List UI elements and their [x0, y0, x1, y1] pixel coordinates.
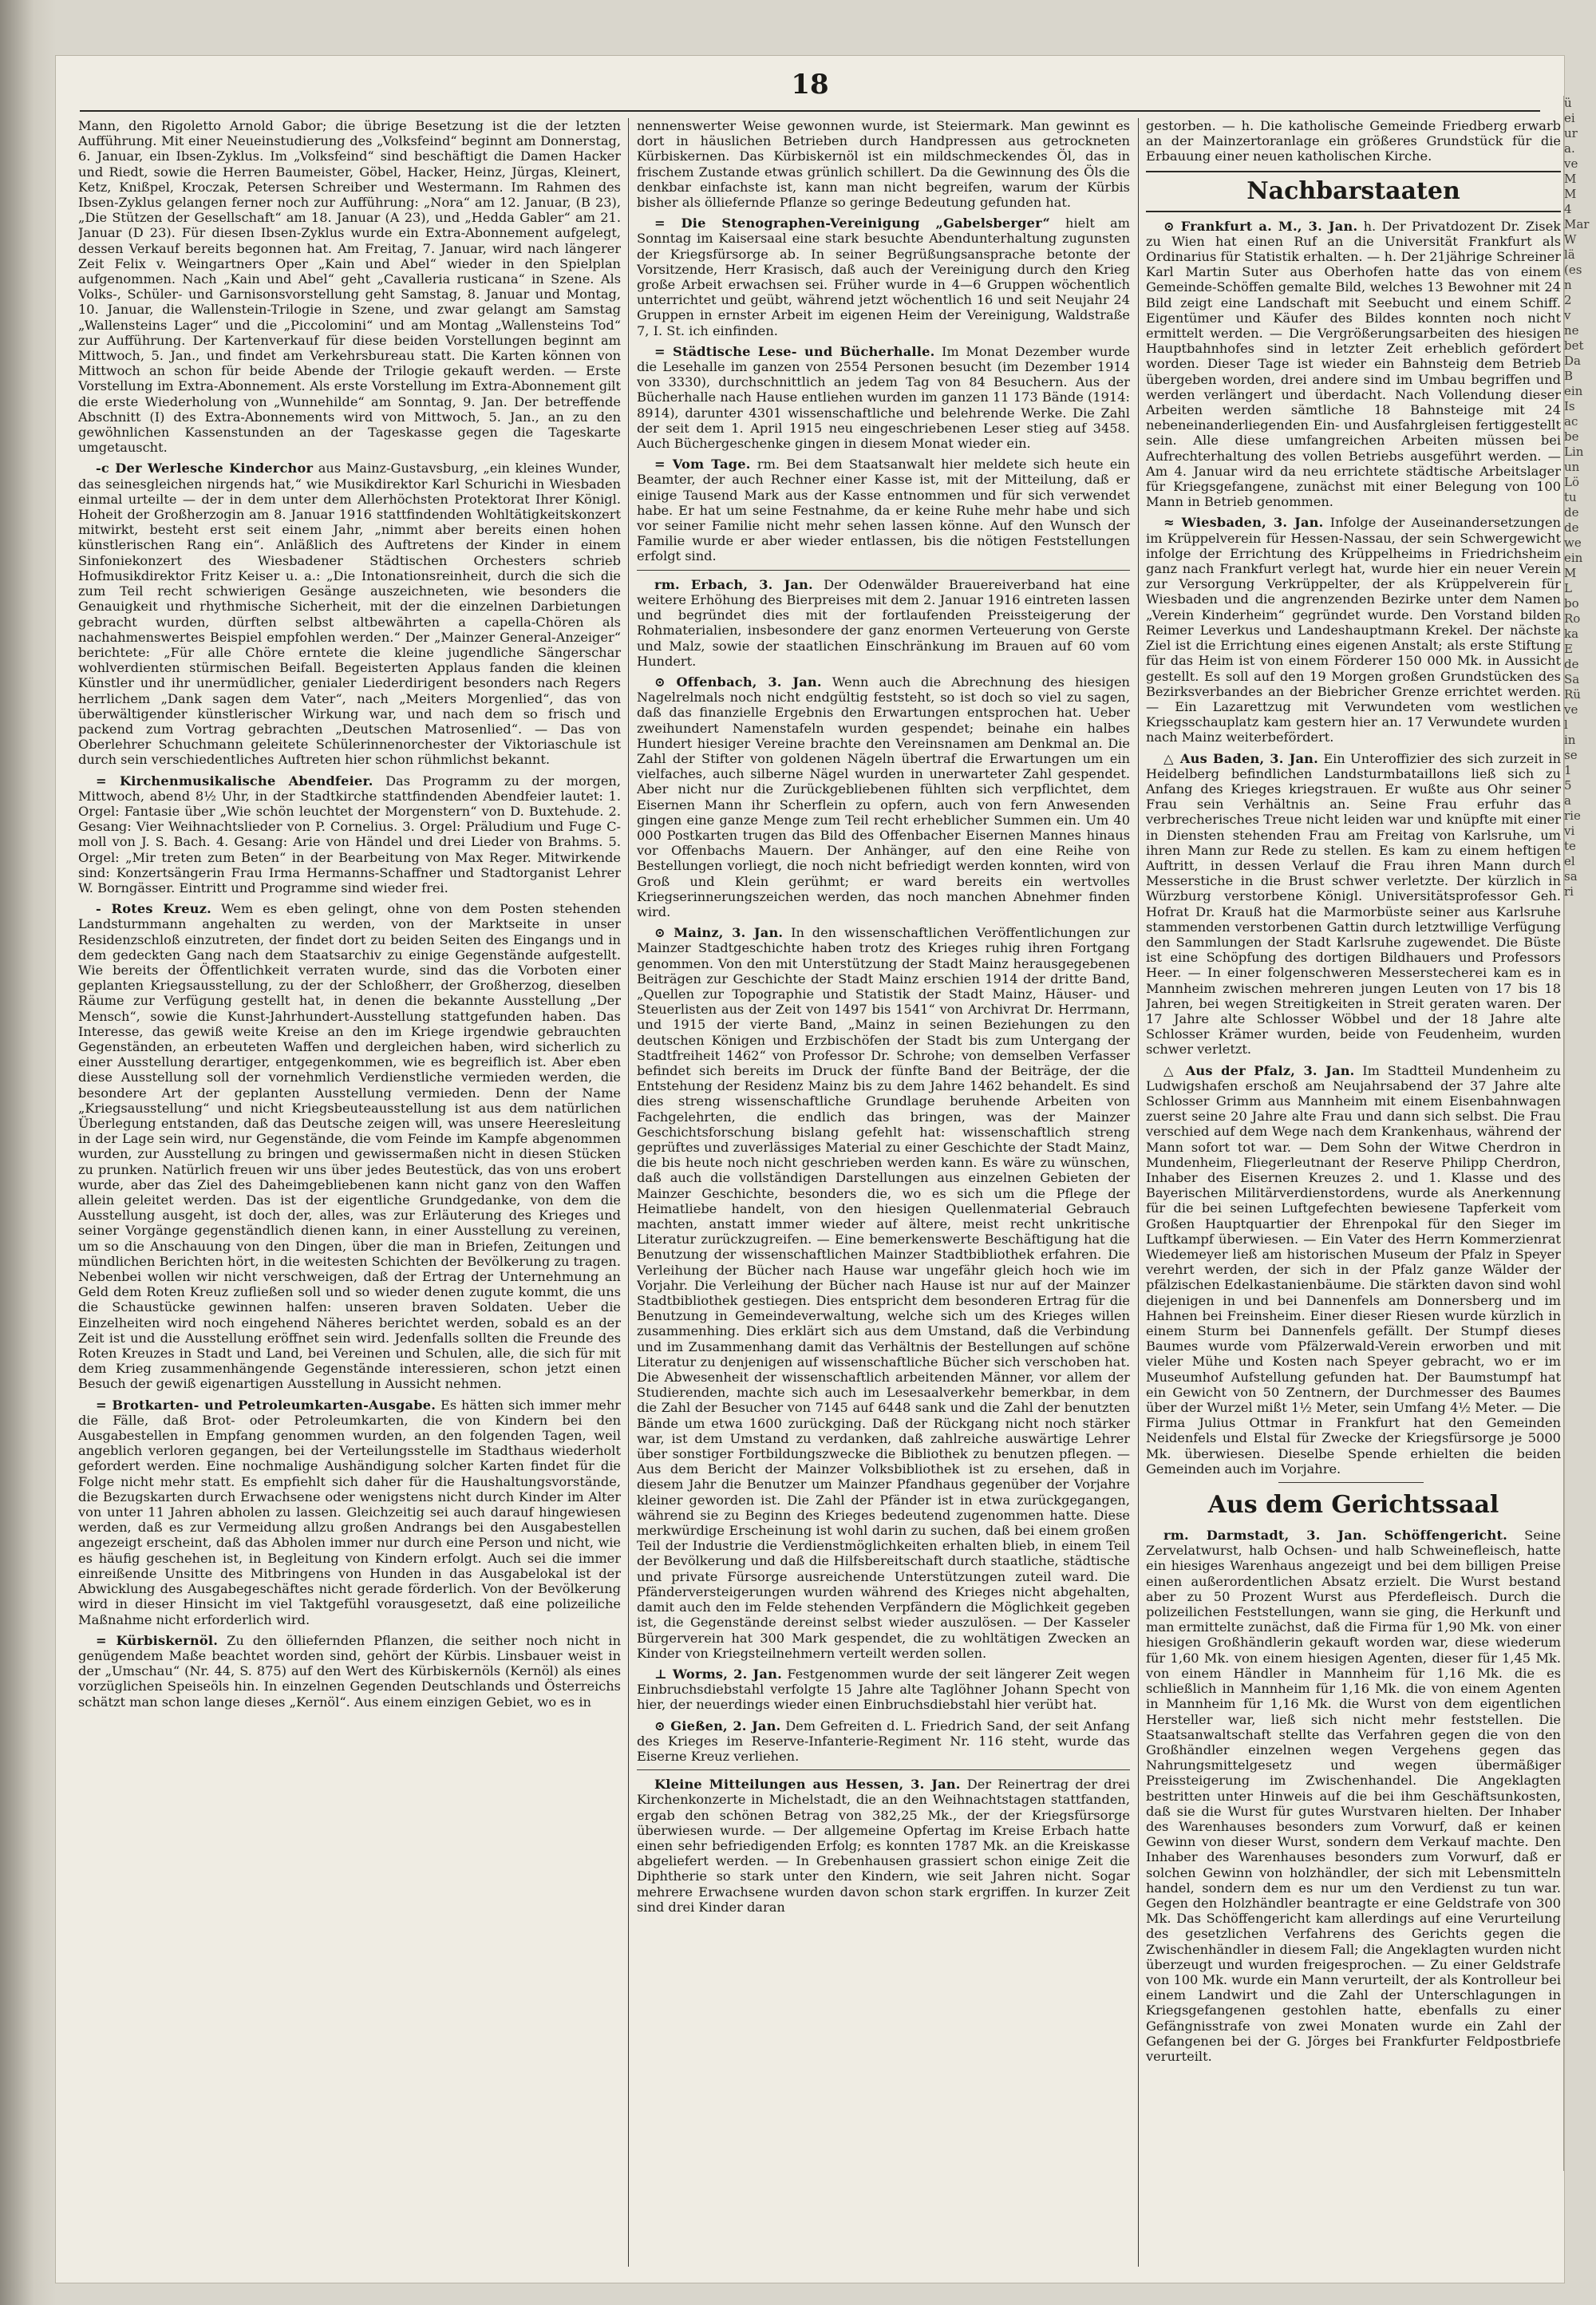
edge-fragment: (es	[1564, 263, 1582, 277]
edge-fragment: Rü	[1564, 687, 1581, 702]
edge-fragment: rie	[1564, 809, 1581, 823]
edge-fragment: ü	[1564, 96, 1572, 110]
edge-fragment: se	[1564, 748, 1578, 762]
edge-fragment: Is	[1564, 399, 1575, 413]
article-heading: ≈ Wiesbaden, 3. Jan.	[1163, 515, 1324, 531]
section-heading: Aus dem Gerichtssaal	[1207, 1491, 1499, 1520]
edge-fragment: E	[1564, 642, 1573, 656]
newspaper-page	[56, 56, 1564, 2283]
edge-fragment: ri	[1564, 884, 1574, 899]
article-text: Ein Unteroffizier des sich zurzeit in Heidelberg befindlichen Landsturmbataillons ließ sich zu Anfang des Krieges kriegstrauen. Er wußte aus Ohr seiner Frau sein Verhältnis an. Seine Frau erfuhr das verbrecherisches Treue nicht leiden war und knüpfte mit einer in Diensten stehenden Frau am Freitag von Karlsruhe, um ihren Mann zur Rede zu stellen. Es kam zu einem heftigen Auftritt, in dessen Verlauf die Frau ihren Mann durch Messerstiche in die Brust schwer verletzte. Der kürzlich in Würzburg verstorbene Königl. Universitätsprofessor Geh. Hofrat Dr. Krauß hat die Marmorbüste seiner aus Karlsruhe stammenden verstorbenen Gattin durch letztwillige Verfügung den Sammlungen der Stadt Karlsruhe zugewendet. Die Büste ist eine Schöpfung des dortigen Bildhauers und Professors Heer. — In einer folgenschweren Messerstecherei kam es in Mannheim zwischen mehreren jungen Leuten von 17 bis 18 Jahren, bei wegen Streitigkeiten in Streit geraten waren. Der 17 Jahre alte Schlosser Wöbbel und der 18 Jahre alte Schlosser Krämer wurden, beide von Feudenheim, wurden schwer verletzt.	[1146, 750, 1561, 1058]
edge-fragment: 4	[1564, 202, 1572, 216]
article-heading: - Rotes Kreuz.	[96, 901, 211, 917]
article-text: Im Monat Dezember wurde die Lesehalle im ganzen von 2554 Personen besucht (im Dezember 1914 von 3330), durchschnittlich an jedem Tag von 84 Besuchern. Aus der Bücherhalle nach Hause entliehen wurden im ganzen 11 173 Bände (1914: 8914), darunter 4301 wissenschaftliche und belehrende Werke. Die Zahl der seit dem 1. April 1915 neu eingeschriebenen Leser stieg auf 3458. Auch Büchergeschenke gingen in diesem Monat wieder ein.	[637, 343, 1130, 452]
edge-fragment: 1	[1564, 763, 1572, 777]
edge-fragment: de	[1564, 505, 1579, 520]
edge-fragment: ac	[1564, 414, 1578, 429]
article-paragraph	[78, 118, 621, 455]
article-paragraph	[637, 118, 1130, 210]
column-separator	[1138, 118, 1139, 2267]
article-paragraph	[1146, 515, 1561, 745]
page-number: 18	[791, 69, 829, 101]
article-paragraph	[78, 1398, 621, 1627]
edge-fragment: de	[1564, 657, 1579, 671]
edge-fragment: ve	[1564, 702, 1578, 717]
article-heading: rm. Erbach, 3. Jan.	[654, 576, 813, 592]
edge-fragment: ur	[1564, 126, 1578, 140]
article-heading: = Brotkarten- und Petroleumkarten-Ausgabe.	[96, 1397, 437, 1413]
scan-binding-shadow	[0, 0, 56, 2305]
edge-fragment: Mar	[1564, 217, 1590, 231]
article-text: Im Stadtteil Mundenheim zu Ludwigshafen erschoß am Neujahrsabend der 37 Jahre alte Schlosser Grimm aus Mannheim mit einem Eisenbahnwagen zuerst seine 20 Jahre alte Frau und dann sich selbst. Die Frau verschied auf dem Wege nach dem Krankenhaus, während der Mann sofort tot war. — Dem Sohn der Witwe Cherdron in Mundenheim, Fliegerleutnant der Reserve Philipp Cherdron, Inhaber des Eisernen Kreuzes 2. und 1. Klasse und des Bayerischen Militärverdienstordens, wurde als Anerkennung für die bei seinen Luftgefechten bewiesene Tapferkeit vom Großen Hauptquartier der Ehrenpokal für den Sieger im Luftkampf überwiesen. — Ein Vater des Herrn Kommerzienrat Wiedemeyer ließ am historischen Museum der Pfalz in Speyer verehrt werden, der sich in der Pfalz ganze Wälder der pfälzischen Edelkastanienbäume. Die stärkten davon sind wohl diejenigen in und bei Dannenfels am Donnersberg und im Hahnen bei Freinsheim. Einer dieser Riesen wurde kürzlich in einem Sturm bei Dannenfels gefällt. Der Stumpf dieses Baumes wurde vom Pfälzerwald-Verein erworben und mit vieler Mühe und Kosten nach Speyer gebracht, wo er im Museumhof Aufstellung gefunden hat. Der Baumstumpf hat ein Gewicht von 50 Zentnern, der Durchmesser des Baumes über der Wurzel mißt 1½ Meter, sein Umfang 4½ Meter. — Die Firma Julius Ottmar in Frankfurt hat den Gemeinden Neidenfels und Elstal für Zwecke der Kriegsfürsorge je 5000 Mk. überwiesen. Dieselbe Spende erhielten die beiden Gemeinden auch im Vorjahre.	[1146, 1062, 1561, 1477]
article-paragraph	[637, 1718, 1130, 1765]
article-heading: = Vom Tage.	[654, 457, 751, 472]
edge-fragment: ei	[1564, 111, 1575, 125]
article-text: rm. Bei dem Staatsanwalt hier meldete sich heute ein Beamter, der auch Rechner einer Kasse ist, mit der Mitteilung, daß er einige Tausend Mark aus der Kasse entnommen und für sich verwendet habe. Er hat um seine Festnahme, da er keine Ruhe mehr habe und sich vor seiner Familie nicht mehr sehen lassen könne. Auf den Wunsch der Familie wurde er aber wieder entlassen, bis die nötigen Feststellungen erfolgt sind.	[637, 457, 1130, 564]
article-paragraph	[1146, 1528, 1561, 2064]
edge-fragment: vi	[1564, 824, 1575, 838]
article-paragraph	[1146, 1063, 1561, 1477]
edge-fragment: te	[1564, 839, 1576, 853]
article-divider	[637, 570, 1130, 571]
article-paragraph	[637, 1666, 1130, 1713]
article-paragraph	[1146, 219, 1561, 510]
edge-fragment: ein	[1564, 384, 1583, 398]
article-text: aus Mainz-Gustavsburg, „ein kleines Wunder, das seinesgleichen nirgends hat,“ wie Musikdirektor Karl Schurichi in Wiesbaden einmal urteilte — der in dem unter dem Allerhöchsten Protektorat Ihrer Königl. Hoheit der Großherzogin am 8. Januar 1916 stattfindenden Wohltätigkeitskonzert mitwirkt, besteht erst seit einem Jahr, „nimmt aber bereits einen hohen künstlerischen Rang ein“. Anläßlich des Auftretens der Kinder in einem Sinfoniekonzert des Wiesbadener Städtischen Orchesters schrieb Hofmusikdirektor Fritz Keiser u. a.: „Die Intonationsreinheit, durch die sich die zum Teil recht schwierigen Gesänge auszeichneten, wie besonders die Genauigkeit und rhythmische Sicherheit, mit der die einzelnen Darbietungen gebracht wurden, dürften selbst altbewährten a capella-Chören als nachahmenswertes Beispiel empfohlen werden.“ Der „Mainzer General-Anzeiger“ berichtete: „Für alle Chöre erntete die kleine jugendliche Sängerschar wohlverdienten stürmischen Beifall. Begeisterten Applaus fanden die kleinen Künstler und ihr unermüdlicher, genialer Liederdirigent besonders nach Regers herrlichem „Dank sagen dem Vater“, nach „Meiters Morgenlied“, das von überwältigender künstlerischer Wirkung war, und nach dem so frisch und packend zum Vortrag gebrachten „Deutschen Matrosenlied“. — Das von Oberlehrer Schuchmann geleitete Schülerinnenorchester der Viktoriaschule ist durch sein verschiedentliches Auftreten hier schon rühmlichst bekannt.	[78, 461, 621, 768]
article-paragraph	[78, 901, 621, 1392]
section-heading: Nachbarstaaten	[1146, 171, 1561, 212]
article-heading: = Kirchenmusikalische Abendfeier.	[96, 773, 373, 789]
article-text: In den wissenschaftlichen Veröffentlichungen zur Mainzer Stadtgeschichte haben trotz des Krieges ruhig ihren Fortgang genommen. Von den mit Unterstützung der Stadt Mainz herausgegebenen Beiträgen zur Geschichte der Stadt Mainz erschien 1914 der dritte Band, „Quellen zur Topographie und Statistik der Stadt Mainz, Häuser- und Steuerlisten aus der Zeit von 1497 bis 1541“ von Archivrat Dr. Herrmann, und 1915 der vierte Band, „Mainz in seinen Beziehungen zu den deutschen Königen und Erzbischöfen der Stadt bis zum Untergang der Stadtfreiheit 1462“ von Professor Dr. Schrohe; von demselben Verfasser befindet sich bereits im Druck der fünfte Band der Beiträge, der die Entstehung der Residenz Mainz bis zu dem Jahre 1462 behandelt. Es sind dies streng wissenschaftliche Grundlage beruhende Arbeiten von Fachgelehrten, die endlich das bringen, was der Mainzer Geschichtsforschung bislang gefehlt hat: wissenschaftlich streng geprüftes und zuverlässiges Material zu einer Geschichte der Stadt Mainz, die bis heute noch nicht geschrieben werden kann. Es wäre zu wünschen, daß auch die vollständigen Darstellungen aus einzelnen Gebieten der Mainzer Geschichte, besonders die, wo es sich um die Pflege der Heimatliebe handelt, von den hiesigen Quellenmaterial Gebrauch machten, anstatt immer wieder auf ältere, meist recht unkritische Literatur zurückzugreifen. — Eine bemerkenswerte Beschäftigung hat die Benutzung der wissenschaftlichen Mainzer Stadtbibliothek erfahren. Die Verleihung der Bücher nach Hause war ungefähr gleich hoch wie im Vorjahr. Die Verleihung der Bücher nach Hause ist nur auf der Mainzer Stadtbibliothek gestiegen. Dies entspricht dem besonderen Ertrag für die Benutzung in Gemeindeverwaltung, welche sich um des Krieges willen zusammenhing. Dies erklärt sich aus dem Umstand, daß die Verbindung und im Zusammenhang damit das Verhältnis der Bestellungen auf schöne Literatur zu denjenigen auf wissenschaftliche Bücher sich verschoben hat. Die Abwesenheit der wissenschaftlich arbeitenden Männer, vor allem der Studierenden, machte sich auch im Lesesaalverkehr bemerkbar, in dem die Zahl der Besucher von 7145 auf 6448 sank und die Zahl der benutzten Bände um etwa 1600 zurückging. Daß der Rückgang nicht noch stärker war, ist dem Umstand zu verdanken, daß zahlreiche auswärtige Lehrer über sonstiger Fortbildungszwecke die Bibliothek zu benutzen pflegen. — Aus dem Bericht der Mainzer Volksbibliothek ist zu ersehen, daß in diesem Jahr die Benutzer um Mainzer Pfandhaus gegenüber der Vorjahre kleiner geworden ist. Die Zahl der Pfänder ist in etwa zurückgegangen, während sie zu Beginn des Krieges bedeutend zugenommen hatte. Diese merkwürdige Erscheinung ist wohl darin zu suchen, daß bei einem großen Teil der Industrie die Verdienstmöglichkeiten erhalten blieb, in einem Teil der Bevölkerung und daß die Hilfsbereitschaft durch staatliche, städtische und private Fürsorge ausreichende Unterstützungen zuteil ward. Die Pfänderversteigerungen wurden während des Krieges nicht abgehalten, damit auch den im Felde stehenden Verpfändern die Möglichkeit gegeben ist, die Gegenstände dereinst selbst wieder auszulösen. — Der Kasseler Bürgerverein hat 300 Mark gespendet, die zu wohltätigen Zwecken an Kinder von Kriegsteilnehmern verteilt werden sollen.	[637, 925, 1130, 1661]
article-text: Es hätten sich immer mehr die Fälle, daß Brot- oder Petroleumkarten, die von Kindern bei den Ausgabestellen in Empfang genommen wurden, an den folgenden Tagen, weil angeblich verloren gegangen, bei der Verteilungsstelle im Stadthaus wiederholt gefordert werden. Eine nochmalige Aushändigung solcher Karten findet für die Folge nicht mehr statt. Es empfiehlt sich daher für die Haushaltungsvorstände, die Bezugskarten durch Erwachsene oder wenigstens nicht durch Kinder im Alter von unter 11 Jahren abholen zu lassen. Gleichzeitig sei auch darauf hingewiesen werden, daß es zur Vermeidung allzu großen Andrangs bei den Ausgabestellen angezeigt erscheint, daß das Abholen immer nur durch eine Person und nicht, wie es häufig geschehen ist, in Begleitung von Kindern erfolgt. Auch sei die immer einreißende Unsitte des Mitbringens von Hunden in das Ausgabelokal ist der Abwicklung des Ausgabegeschäftes nicht gerade förderlich. Von der Bevölkerung wird in dieser Hinsicht im viel Taktgefühl vorausgesetzt, daß eine polizeiliche Maßnahme nicht erforderlich wird.	[78, 1397, 621, 1627]
article-heading: ⊙ Offenbach, 3. Jan.	[654, 674, 822, 690]
article-text: h. Der Privatdozent Dr. Zisek zu Wien hat einen Ruf an die Universität Frankfurt als Ordinarius für Statistik erhalten. — h. Der 21jährige Schreiner Karl Martin Suter aus Oberhofen hatte das von einem Gemeinde-Schöffen gemalte Bild, welches 13 Bewohner mit 24 Bild zeigt eine Landschaft mit Seebucht und einem Schiff. Eigentümer und Käufer des Bildes konnten noch nicht ermittelt werden. — Die Vergrößerungsarbeiten des hiesigen Hauptbahnhofes sind in letzter Zeit erheblich gefördert worden. Dieser Tage ist wieder ein Bahnsteig dem Betrieb übergeben worden, drei andere sind im Umbau begriffen und werden verlängert und überdacht. Nach Vollendung dieser Arbeiten werden sämtliche 18 Bahnsteige mit 24 nebeneinanderliegenden Ein- und Ausfahrgleisen fertiggestellt sein. Alle diese umfangreichen Arbeiten müssen bei Aufrechterhaltung des vollen Betriebs ausgeführt werden. — Am 4. Januar wird da neu errichtete städtische Arbeitslager für Kriegsgefangene, zunächst mit einer Belegung von 100 Mann in Betrieb genommen.	[1146, 218, 1561, 510]
edge-fragment: Da	[1564, 354, 1581, 368]
edge-fragment: Lö	[1564, 475, 1579, 489]
article-heading: = Kürbiskernöl.	[96, 1632, 219, 1648]
edge-fragment: ka	[1564, 627, 1579, 641]
edge-fragment: M	[1564, 187, 1577, 201]
article-text: Mann, den Rigoletto Arnold Gabor; die übrige Besetzung ist die der letzten Aufführung. Mit einer Neueinstudierung des „Volksfeind“ beginnt am Donnerstag, 6. Januar, ein Ibsen-Zyklus. Im „Volksfeind“ sind beschäftigt die Damen Hacker und Riedt, sowie die Herren Baumeister, Göbel, Hacker, Heinz, Jürgas, Kleinert, Ketz, Knißpel, Kroczak, Petersen Schreiber und Westermann. Im Rahmen des Ibsen-Zyklus gelangen ferner noch zur Aufführung: „Nora“ am 12. Januar, (B 23), „Die Stützen der Gesellschaft“ am 18. Januar (A 23), und „Hedda Gabler“ am 21. Januar (D 23). Für diesen Ibsen-Zyklus wurde ein Extra-Abonnement aufgelegt, dessen Verkauf bereits begonnen hat. Am Freitag, 7. Januar, wird nach längerer Zeit Felix v. Weingartners Oper „Kain und Abel“ wieder in den Spielplan aufgenommen. Nach „Kain und Abel“ geht „Cavalleria rusticana“ in Szene. Als Volks-, Schüler- und Garnisonsvorstellung geht Samstag, 8. Januar und Montag, 10. Januar, die Wallenstein-Trilogie in Szene, und zwar gelangt am Samstag „Wallensteins Lager“ und die „Piccolomini“ und am Montag „Wallensteins Tod“ zur Aufführung. Der Kartenverkauf für diese beiden Vorstellungen beginnt am Mittwoch, 5. Jan., und findet am Verkehrsbureau statt. Die Karten können von Mittwoch an schon für beide Abende der Trilogie gekauft werden. — Erste Vorstellung im Extra-Abonnement. Als erste Vorstellung im Extra-Abonnement gilt die erste Wiederholung von „Wunnehilde“ am Sonntag, 9. Jan. Der betreffende Abschnitt (I) des Extra-Abonnements wird von Mittwoch, 5. Jan., an zu den gewöhnlichen Kassenstunden an der Tageskasse gegen die Tageskarte umgetauscht.	[78, 118, 621, 456]
article-paragraph	[637, 577, 1130, 669]
article-paragraph	[637, 1777, 1130, 1915]
edge-fragment: a	[1564, 793, 1571, 808]
article-paragraph	[637, 215, 1130, 338]
edge-fragment: we	[1564, 536, 1582, 550]
article-heading: ⊙ Gießen, 2. Jan.	[654, 1718, 781, 1734]
adjacent-page-edge	[1563, 96, 1596, 2171]
article-paragraph	[637, 344, 1130, 451]
edge-fragment: l	[1564, 718, 1568, 732]
header-rule	[80, 110, 1540, 112]
article-text: Seine Zervelatwurst, halb Ochsen- und halb Schweinefleisch, hatte ein hiesiges Warenhaus angezeigt und bei dem billigen Preise einen außerordentlichen Absatz erzielt. Die Wurst bestand aber zu 50 Prozent Wurst aus Pferdefleisch. Durch die polizeilichen Feststellungen, wann sie ging, die Herkunft und man ermittelte zunächst, daß die Firma für 1,90 Mk. von einer hiesigen Großhändlerin gekauft worden war, diese wiederum für 1,60 Mk. von einem hiesigen Agenten, dieser für 1,45 Mk. von einem Händler in Mannheim für 1,16 Mk. die es schließlich in Mannheim für 1,16 Mk. die von einem Agenten in Mannheim für 1,16 Mk. die Wurst von dem eigentlichen Hersteller war, ließ sich nicht mehr feststellen. Die Staatsanwaltschaft stellte das Verfahren gegen die von den Großhändler einzelnen wegen Vergehens gegen das Nahrungsmittelgesetz und wegen übermäßiger Preissteigerung im Zwischenhandel. Die Angeklagten bestritten unter Hinweis auf die bei ihm Geschäftsunkosten, daß sie die Wurst für gutes Wurstvaren hielten. Der Inhaber des Warenhauses besonders zum Vorwurf, daß er keinen Gewinn von dieser Wurst, sondern dem Verkauf machte. Den Inhaber des Warenhauses besonders zum Vorwurf, daß er solchen Gewinn von holzhändler, der sich mit Lebensmitteln handel, sondern dem es nur um den Verdienst zu tun war. Gegen den Holzhändler beantragte er eine Geldstrafe von 300 Mk. Das Schöffengericht kam allerdings auf eine Verurteilung des gesetzlichen Verfahrens des Gerichts gegen die Zwischenhändler in diesem Fall; die Angeklagten wurden nicht überzeugt und wurden freigesprochen. — Zu einer Geldstrafe von 100 Mk. wurde ein Mann verurteilt, der als Kontrolleur bei einem Landwirt und die Zahl der Unterschlagungen in Kriegsgefangenen gestohlen hatte, ebenfalls zu einer Gefängnisstrafe von zwei Monaten wurde ein Zahl der Gefangenen bei der G. Jörges bei Frankfurter Feldpostbriefe verurteilt.	[1146, 1528, 1561, 2064]
article-text: hielt am Sonntag im Kaisersaal eine stark besuchte Abendunterhaltung zugunsten der Kriegsfürsorge ab. In seiner Begrüßungsansprache betonte der Vorsitzende, Herr Krasisch, daß auch der Vereinigung durch den Krieg große Arbeit erwachsen sei. Früher wurde in 4—6 Gruppen wöchentlich unterrichtet und geübt, während jetzt wöchentlich 16 und seit Neujahr 24 Gruppen in ernster Arbeit im eigenen Heim der Vereinigung, Waldstraße 7, I. St. ich einfinden.	[637, 215, 1130, 338]
edge-fragment: in	[1564, 733, 1576, 747]
article-text: Das Programm zu der morgen, Mittwoch, abend 8½ Uhr, in der Stadtkirche stattfindenden Abendfeier lautet: 1. Orgel: Fantasie über „Wie schön leuchtet der Morgenstern“ von D. Buxtehude. 2. Gesang: Vier Weihnachtslieder von P. Cornelius. 3. Orgel: Präludium und Fuge C-moll von J. S. Bach. 4. Gesang: Arie von Händel und drei Lieder von Brahms. 5. Orgel: „Mir treten zum Beten“ in der Bearbeitung von Max Reger. Mitwirkende sind: Konzertsängerin Frau Irma Hermanns-Schaffner und Stadtorganist Lehrer W. Borngässer. Eintritt und Programme sind wieder frei.	[78, 773, 621, 896]
edge-fragment: W	[1564, 232, 1577, 247]
edge-fragment: de	[1564, 520, 1579, 535]
article-heading: ⊥ Worms, 2. Jan.	[654, 1666, 782, 1682]
edge-fragment: bo	[1564, 596, 1579, 611]
edge-fragment: sa	[1564, 869, 1578, 884]
edge-fragment: be	[1564, 429, 1579, 444]
article-paragraph	[1146, 118, 1561, 164]
article-text: Zu den ölliefernden Pflanzen, die seither noch nicht in genügendem Maße beachtet worden sind, gehört der Kürbis. Linsbauer weist in der „Umschau“ (Nr. 44, S. 875) auf den Wert des Kürbiskernöls (Kernöl) als eines vorzüglichen Speiseöls hin. In einzelnen Gegenden Deutschlands und Österreichs schätzt man schon lange dieses „Kernöl“. Aus einem einzigen Gebiet, wo es in	[78, 1632, 621, 1710]
article-divider	[1278, 1482, 1424, 1483]
article-paragraph	[637, 674, 1130, 919]
article-text: Der Odenwälder Brauereiverband hat eine weitere Erhöhung des Bierpreises mit dem 2. Januar 1916 eintreten lassen und begründet dies mit der fortlaufenden Preissteigerung der Rohmaterialien, insbesondere der ganz enormen Verteuerung von Gerste und Malz, sowie der staatlichen Einschränkung im Brauen auf 60 vom Hundert.	[637, 576, 1130, 669]
edge-fragment: Lin	[1564, 445, 1584, 459]
article-paragraph	[637, 925, 1130, 1661]
edge-fragment: bet	[1564, 338, 1584, 353]
article-paragraph	[1146, 751, 1561, 1058]
edge-fragment: n	[1564, 278, 1572, 292]
edge-fragment: B	[1564, 369, 1574, 383]
edge-fragment: 2	[1564, 293, 1572, 307]
article-text: Wenn auch die Abrechnung des hiesigen Nagelrelmals noch nicht endgültig feststeht, so ist doch so viel zu sagen, daß das finanzielle Ergebnis den Erwartungen entsprochen hat. Ueber zweihundert Namenstafeln wurden gespendet; beinahe ein halbes Hundert hiesiger Vereine brachte den Vereinsnamen am Denkmal an. Die Zahl der Stifter von goldenen Nägeln übertraf die Erwartungen um ein vielfaches, auch silberne Nägel wurden in unerwarteter Zahl gespendet. Aber nicht nur die Zurückgebliebenen fühlten sich verpflichtet, dem Eisernen Mann ihr Scherflein zu opfern, auch von fern Anwesenden gingen eine ganze Menge zum Teil recht erheblicher Summen ein. Um 40 000 Postkarten trugen das Bild des Offenbacher Eisernen Mannes hinaus vor Offenbachs Mauern. Der Anhänger, auf den eine Reihe von Bestellungen vorliegt, die noch nicht befriedigt werden konnten, wird von Groß und Klein gerühmt; er ward bereits ein wertvolles Kriegserinnerungszeichen werden, das noch manchen Abnehmer finden wird.	[637, 674, 1130, 919]
column-separator	[628, 118, 629, 2267]
edge-fragment: M	[1564, 566, 1577, 580]
column-middle	[637, 118, 1130, 2267]
article-paragraph	[637, 457, 1130, 563]
article-text: gestorben. — h. Die katholische Gemeinde Friedberg erwarb an der Mainzertoranlage ein größeres Grundstück für die Erbauung einer neuen katholischen Kirche.	[1146, 118, 1561, 164]
article-text: Festgenommen wurde der seit längerer Zeit wegen Einbruchsdiebstahl verfolgte 15 Jahre alte Taglöhner Johann Specht von hier, der neuerdings wieder einen Einbruchsdiebstahl hier verübt hat.	[637, 1666, 1130, 1713]
article-text: Dem Gefreiten d. L. Friedrich Sand, der seit Anfang des Krieges im Reserve-Infanterie-Regiment Nr. 116 steht, wurde das Eiserne Kreuz verliehen.	[637, 1718, 1130, 1764]
article-heading: △ Aus Baden, 3. Jan.	[1163, 750, 1318, 766]
column-right	[1146, 118, 1561, 2267]
article-text: Der Reinertrag der drei Kirchenkonzerte in Michelstadt, die an den Weihnachtstagen stattfanden, ergab den schönen Betrag von 382,25 Mk., der der Kriegsfürsorge überwiesen wurde. — Der allgemeine Opfertag im Kreise Erbach hatte einen sehr befriedigenden Erfolg; es konnten 1787 Mk. an die Kreiskasse abgeliefert werden. — In Grebenhausen grassiert schon einige Zeit die Diphtherie so stark unter den Kindern, wie seit Jahren nicht. Sogar mehrere Erwachsene wurden davon schon stark ergriffen. In kurzer Zeit sind drei Kinder daran	[637, 1777, 1130, 1915]
edge-fragment: el	[1564, 854, 1575, 868]
article-paragraph	[78, 1633, 621, 1710]
edge-fragment: Ro	[1564, 611, 1581, 626]
edge-fragment: un	[1564, 460, 1580, 474]
edge-fragment: ein	[1564, 551, 1583, 565]
column-left	[78, 118, 621, 2267]
article-text: Wem es eben gelingt, ohne von dem Posten stehenden Landsturmmann angehalten zu werden, von der Marktseite in unser Residenzschloß einzutreten, der findet dort zu beiden Seiten des Eingangs und in dem gedeckten Gang nach dem Staatsarchiv zu einige Gegenstände aufgestellt. Wie bereits der Öffentlichkeit verraten wurde, sind das die Vorboten einer geplanten Kriegsausstellung, zu der der Schloßherr, der Großherzog, dieselben Räume zur Verfügung gestellt hat, in denen die bekannte Ausstellung „Der Mensch“, sowie die Kunst-Jahrhundert-Ausstellung stattgefunden haben. Das Interesse, das gewiß weite Kreise an den im Kriege irgendwie gebrauchten Gegenständen, an erbeuteten Waffen und dergleichen haben, wird sicherlich zu einer Ausstellung derartiger, entgegenkommen, wie es begreiflich ist. Aber eben diese Ausstellung soll der vornehmlich Verdienstliche vermieden werden, die besondere Art der geplanten Ausstellung vermieden. Denn der Name „Kriegsausstellung“ und nicht Kriegsbeuteausstellung ist aus dem natürlichen Überlegung entstanden, daß das Deutsche zeigen will, was unsere Heeresleitung in der Lage sein wird, nur Gegenstände, die vom Feinde im Kampfe abgenommen wurden, zur Ausstellung zu bringen und gewissermaßen nicht in diesen Stücken zu prunken. Natürlich freuen wir uns über jedes Beutestück, das von uns erobert wurde, aber das Ziel des Daheimgebliebenen kann nicht ganz von den Waffen allein geleitet werden. Das ist der eigentliche Grundgedanke, von dem die Ausstellung ausgeht, ist doch der, alles, was zur Erläuterung des Krieges und seiner Vorgänge gegenständlich dienen kann, in einer Ausstellung zu vereinen, um so die Anschauung von den Dingen, über die man in Briefen, Zeitungen und mündlichen Berichten hört, in die weitesten Schichten der Bevölkerung zu tragen. Nebenbei wollen wir nicht verschweigen, daß der Ertrag der Unternehmung an Geld dem Roten Kreuz zufließen soll und so wieder denen zugute kommt, die uns die Schaustücke gewinnen halfen: unseren braven Soldaten. Ueber die Einzelheiten wird noch eingehend Näheres berichtet werden, sobald es an der Zeit ist und die Ausstellung eröffnet sein wird. Jedenfalls sollten die Freunde des Roten Kreuzes in Stadt und Land, bei Vereinen und Schulen, alle, die sich für mit dem Krieg zusammenhängende Gegenstände interessieren, schon jetzt einen Besuch der gewiß eigenartigen Ausstellung in Aussicht nehmen.	[78, 901, 621, 1392]
edge-fragment: Sa	[1564, 672, 1580, 686]
article-heading: = Die Stenographen-Vereinigung „Gabelsberger“	[654, 215, 1050, 231]
article-paragraph	[78, 773, 621, 896]
edge-fragment: ne	[1564, 323, 1579, 338]
edge-fragment: L	[1564, 581, 1572, 595]
article-divider	[637, 1769, 1130, 1770]
article-heading: = Städtische Lese- und Bücherhalle.	[654, 343, 935, 359]
edge-fragment: lä	[1564, 247, 1575, 262]
edge-fragment: ve	[1564, 156, 1578, 171]
article-text: Infolge der Auseinandersetzungen im Krüppelverein für Hessen-Nassau, der sein Schwergewicht infolge der Errichtung des Krüppelheims in Friedrichsheim ganz nach Frankfurt verlegt hat, wurde hier ein neuer Verein zur Versorgung Verkrüppelter, der als Krüppelverein für Wiesbaden und die angrenzenden Bezirke unter dem Namen „Verein Kinderheim“ gegründet wurde. Den Vorstand bilden Reimer Leverkus und Landeshauptmann Krekel. Der nächste Ziel ist die Errichtung eines eigenen Anstalt; als erste Stiftung für das Heim ist von einem Förderer 150 000 Mk. in Aussicht gestellt. Es soll auf den 19 Morgen großen Grundstücken des Bezirksverbandes an der Biebricher Grenze errichtet werden. — Ein Lazarettzug mit Verwundeten vom westlichen Kriegsschauplatz kam gestern hier an. 17 Verwundete wurden nach Mainz weiterbefördert.	[1146, 515, 1561, 745]
edge-fragment: v	[1564, 308, 1571, 322]
article-heading: rm. Darmstadt, 3. Jan. Schöffengericht.	[1163, 1528, 1507, 1544]
article-heading: -c Der Werlesche Kinderchor	[96, 461, 314, 476]
edge-fragment: tu	[1564, 490, 1577, 504]
edge-fragment: a.	[1564, 141, 1575, 156]
article-heading: Kleine Mitteilungen aus Hessen, 3. Jan.	[654, 1777, 961, 1793]
article-text: nennenswerter Weise gewonnen wurde, ist Steiermark. Man gewinnt es dort in häuslichen Betrieben durch Handpressen aus getrockneten Kürbiskernen. Das Kürbiskernöl ist ein mildschmeckendes Öl, das in frischem Zustande etwas grünlich schillert. Da die Gewinnung des Öls die denkbar einfachste ist, kann man nicht begreifen, warum der Kürbis bisher als ölliefernde Pflanze so geringe Bedeutung gefunden hat.	[637, 118, 1130, 211]
article-heading: ⊙ Frankfurt a. M., 3. Jan.	[1163, 218, 1358, 234]
article-heading: △ Aus der Pfalz, 3. Jan.	[1163, 1062, 1355, 1078]
article-paragraph	[78, 461, 621, 767]
edge-fragment: 5	[1564, 778, 1572, 793]
article-heading: ⊙ Mainz, 3. Jan.	[654, 925, 784, 941]
edge-fragment: M	[1564, 172, 1577, 186]
